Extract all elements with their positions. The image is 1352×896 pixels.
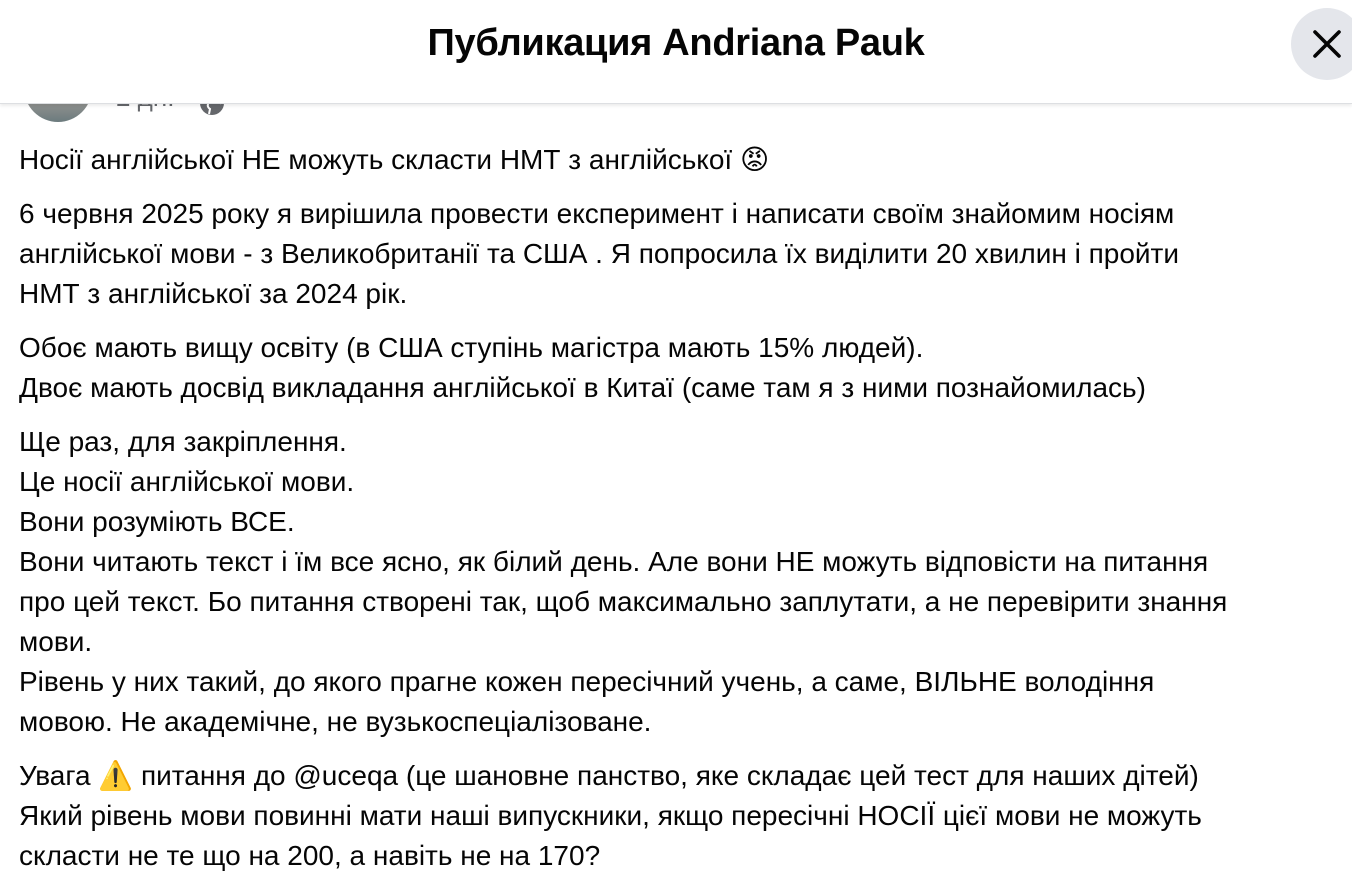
post-line: про цей текст. Бо питання створені так, щоб максимально заплутати, а не перевірити знання xyxy=(19,586,1228,617)
post-line: Вони читають текст і їм все ясно, як білий день. Але вони НЕ можуть відповісти на питання xyxy=(19,546,1209,577)
post-line: скласти не те що на 200, а навіть не на 170? xyxy=(19,840,601,871)
close-icon xyxy=(1312,29,1342,59)
post-line: Носії англійської НЕ можуть скласти НМТ з англійської 😡 xyxy=(19,144,770,175)
dialog-title: Публикация Andriana Pauk xyxy=(427,22,925,64)
post-line: мови. xyxy=(19,626,93,657)
post-line: 6 червня 2025 року я вирішила провести експеримент і написати своїм знайомим носіям xyxy=(19,198,1175,229)
post-paragraph xyxy=(19,756,1352,876)
post-paragraph xyxy=(19,422,1352,742)
post-line: Це носії англійської мови. xyxy=(19,466,355,497)
post-line: Увага ⚠️ питання до @uceqa (це шановне панство, яке складає цей тест для наших дітей) xyxy=(19,760,1199,791)
post-line: Обоє мають вищу освіту (в США ступінь магістра мають 15% людей). xyxy=(19,332,924,363)
post-paragraph xyxy=(19,194,1352,314)
post-line: Двоє мають досвід викладання англійської в Китаї (саме там я з ними познайомилась) xyxy=(19,372,1146,403)
post-line: Вони розуміють ВСЕ. xyxy=(19,506,295,537)
dialog-header xyxy=(0,0,1352,104)
post-line: Ще раз, для закріплення. xyxy=(19,426,347,457)
post-line: Рівень у них такий, до якого прагне кожен пересічний учень, а саме, ВІЛЬНЕ володіння xyxy=(19,666,1155,697)
post-text xyxy=(19,140,1352,890)
post-paragraph xyxy=(19,140,1352,180)
post-line: англійської мови - з Великобританії та США . Я попросила їх виділити 20 хвилин і пройти xyxy=(19,238,1180,269)
close-button[interactable] xyxy=(1291,8,1352,80)
post-line: Який рівень мови повинні мати наші випускники, якщо пересічні НОСІЇ цієї мови не можуть xyxy=(19,800,1202,831)
post-paragraph xyxy=(19,328,1352,408)
post-line: мовою. Не академічне, не вузькоспеціалізоване. xyxy=(19,706,652,737)
post-line: НМТ з англійської за 2024 рік. xyxy=(19,278,408,309)
